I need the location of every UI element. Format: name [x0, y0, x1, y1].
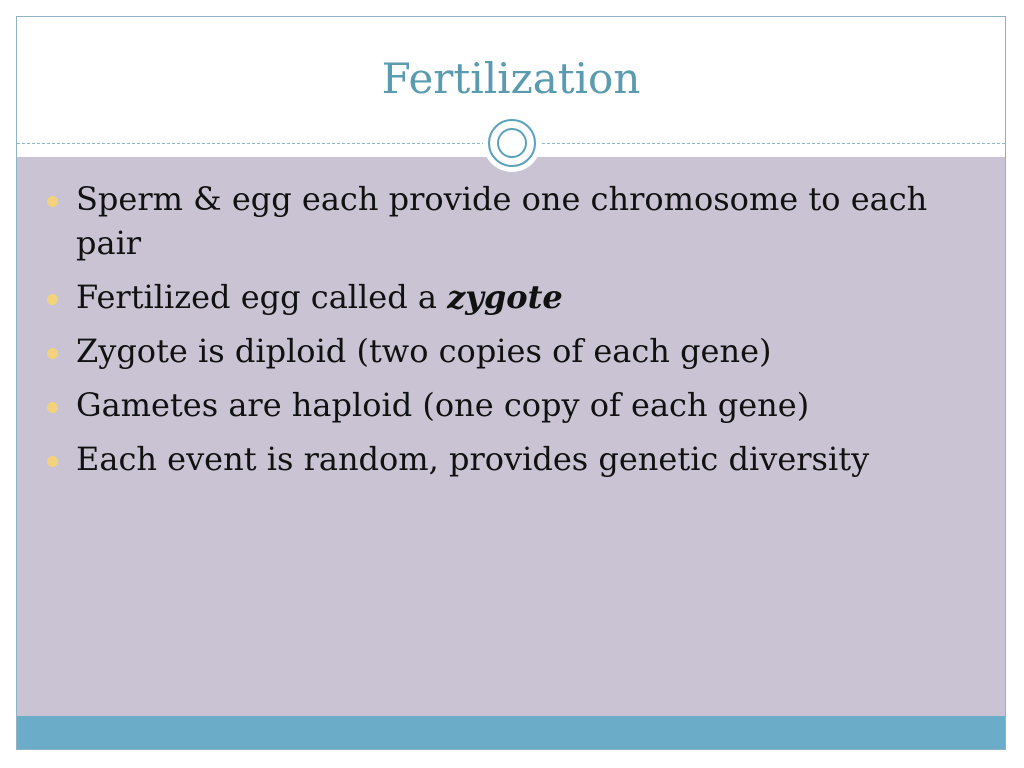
bullet-item — [45, 383, 965, 427]
slide — [16, 16, 1006, 750]
bullet-dot-icon — [47, 294, 58, 305]
bullet-list — [45, 177, 965, 491]
bullet-text: Zygote is diploid (two copies of each gene) — [76, 332, 772, 370]
bullet-text: Each event is random, provides genetic diversity — [76, 440, 870, 478]
bullet-item — [45, 329, 965, 373]
bullet-item — [45, 437, 965, 481]
bullet-text: Gametes are haploid (one copy of each gene) — [76, 386, 810, 424]
footer-bar — [17, 716, 1005, 750]
bullet-dot-icon — [47, 348, 58, 359]
slide-title: Fertilization — [381, 54, 641, 103]
bullet-text: Fertilized egg called a — [76, 278, 448, 316]
bullet-text: Sperm & egg each provide one chromosome to each pair — [76, 180, 928, 262]
bullet-dot-icon — [47, 456, 58, 467]
bullet-dot-icon — [47, 196, 58, 207]
ornament-inner-ring — [497, 128, 527, 158]
bullet-dot-icon — [47, 402, 58, 413]
circle-ornament-icon — [483, 114, 541, 172]
bullet-emphasis: zygote — [447, 278, 563, 316]
ornament-outer-ring — [488, 119, 536, 167]
bullet-item — [45, 177, 965, 265]
bullet-item — [45, 275, 965, 319]
